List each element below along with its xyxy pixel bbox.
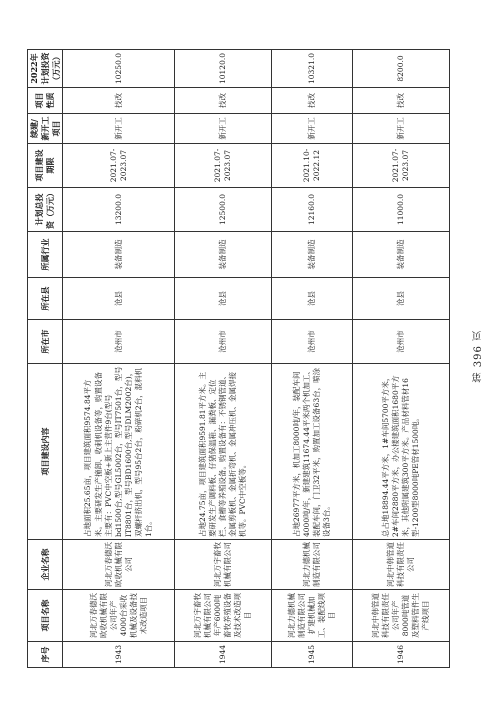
cell-company: 河北力德机械制造有限公司: [272, 540, 353, 590]
cell-industry: 装备制造: [63, 232, 175, 278]
cell-total: 12160.0: [272, 188, 353, 232]
header-city: 所在市: [28, 320, 63, 364]
cell-total: 11000.0: [353, 188, 450, 232]
cell-city: 沧州市: [63, 320, 175, 364]
header-county: 所在县: [28, 278, 63, 320]
cell-type: 新开工: [353, 114, 450, 144]
cell-name: 河北万宇畜牧机械有限公司年产6000吨畜牧养殖设备及技术改造项目: [175, 590, 272, 642]
rotated-table-wrapper: [27, 50, 450, 668]
header-company: 企业名称: [28, 540, 63, 590]
cell-county: 沧县: [63, 278, 175, 320]
cell-plan2022: 10120.0: [175, 50, 272, 88]
header-total: 计划总投资（万元）: [28, 188, 63, 232]
cell-nature: 技改: [353, 88, 450, 114]
cell-period: 2021.07-2023.07: [63, 144, 175, 188]
cell-county: 沧县: [175, 278, 272, 320]
cell-type: 新开工: [63, 114, 175, 144]
header-industry: 所属行业: [28, 232, 63, 278]
cell-no: 1945: [272, 642, 353, 668]
header-no: 序号: [28, 642, 63, 668]
header-nature: 项目性质: [28, 88, 63, 114]
cell-nature: 技改: [272, 88, 353, 114]
cell-county: 沧县: [272, 278, 353, 320]
page-number: 第 396 页: [473, 330, 484, 383]
cell-total: 13200.0: [63, 188, 175, 232]
header-type: 续建/新开工项目: [28, 114, 63, 144]
cell-content: 占地面积25.65亩，项目建筑面积9574.84平方米。主要研发生产撞卸、收刺机设备等，购置设备主要有：PVC中空板+新上主营件9台(型号bd1500台,型号GL5002台，型号IT7501台，型号IT8801台，型号BD1600台,型号DLM2002台)，双螺杆挤出机，型号95台2台，粉碎机2台，混料机1台。: [63, 364, 175, 540]
cell-plan2022: 10321.0: [272, 50, 353, 88]
cell-name: 河北万春德沃欧收机械有限公司年产4000台采收机械及设备技术改造项目: [63, 590, 175, 642]
header-period: 项目建设期限: [28, 144, 63, 188]
project-table: [27, 49, 450, 668]
cell-no: 1943: [63, 642, 175, 668]
cell-industry: 装备制造: [272, 232, 353, 278]
cell-no: 1946: [353, 642, 450, 668]
cell-total: 12500.0: [175, 188, 272, 232]
cell-content: 占地26977平方米，机加工8000吨/年，装配车间4000吨/年，新建建筑11674.44平米两个机加工、装配车间，门卫32平米，购置加工设备63台，喷涂设备3台。: [272, 364, 353, 540]
cell-plan2022: 10250.0: [63, 50, 175, 88]
cell-county: 沧县: [353, 278, 450, 320]
table-row: [353, 50, 450, 668]
table-row: [272, 50, 353, 668]
cell-no: 1944: [175, 642, 272, 668]
table-row: [175, 50, 272, 668]
header-content: 项目建设内容: [28, 364, 63, 540]
cell-company: 河北中韩管道科技有限责任公司: [353, 540, 450, 590]
cell-name: 河北中韩管道科技有限责任公司年产8000吨管道及塑料管件生产线项目: [353, 590, 450, 642]
table-row: [63, 50, 175, 668]
cell-period: 2021.10-2022.12: [272, 144, 353, 188]
cell-type: 新开工: [175, 114, 272, 144]
cell-period: 2021.07-2023.07: [175, 144, 272, 188]
cell-industry: 装备制造: [353, 232, 450, 278]
cell-type: 新开工: [272, 114, 353, 144]
cell-industry: 装备制造: [175, 232, 272, 278]
cell-city: 沧州市: [272, 320, 353, 364]
cell-company: 河北万宇畜牧机械有限公司: [175, 540, 272, 590]
cell-plan2022: 8200.0: [353, 50, 450, 88]
cell-city: 沧州市: [353, 320, 450, 364]
header-plan2022: 2022年计划投资（万元）: [28, 50, 63, 88]
cell-nature: 技改: [63, 88, 175, 114]
table-header-row: [28, 50, 63, 668]
cell-nature: 技改: [175, 88, 272, 114]
header-name: 项目名称: [28, 590, 63, 642]
cell-city: 沧州市: [175, 320, 272, 364]
cell-period: 2021.07-2023.07: [353, 144, 450, 188]
cell-content: 总占地18894.44平方米，1#车间5700平方米，2#车间2880平方米，办公楼建筑面积1680平方米，其他附属建筑300平方米。产品材料管材16型-1200型8000吨PE管材1500吨。: [353, 364, 450, 540]
cell-company: 河北万春德沃欧收机械有限公司: [63, 540, 175, 590]
cell-content: 占地24.75亩，项目建筑面积9591.81平方米。主要研发生产调料板、仔猪保温箱、漏粪板、定位栏、食槽等养殖设备。购置设备有：不锈钢管道、金属剪板机、金属折弯机、金属冲压机、金属焊接机等。PVC中空板等。: [175, 364, 272, 540]
cell-name: 河北力德机械制造有限公司扩建机械加工、装配线项目: [272, 590, 353, 642]
